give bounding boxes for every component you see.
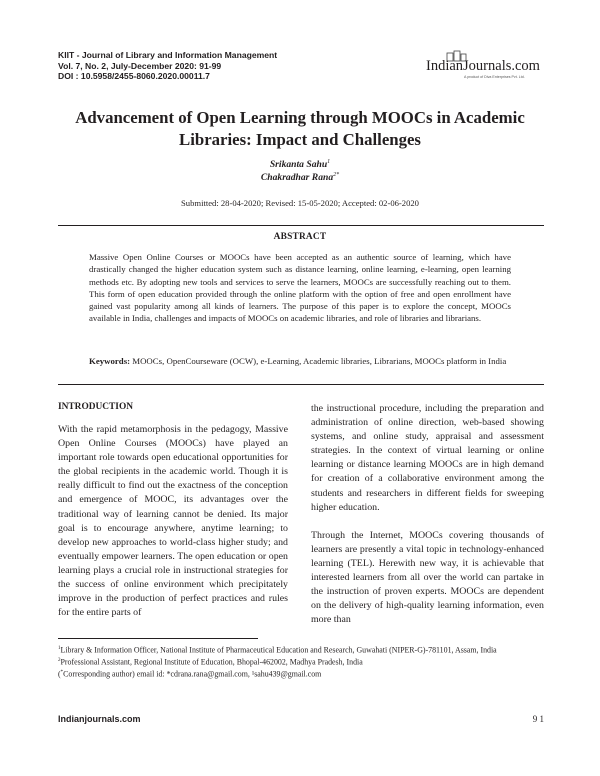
paper-title <box>40 107 560 151</box>
title-line: Libraries: Impact and Challenges <box>179 130 421 149</box>
keywords <box>89 355 511 367</box>
footer-site: Indianjournals.com <box>58 714 141 724</box>
section-heading: INTRODUCTION <box>58 402 134 412</box>
journal-doi: DOI : 10.5958/2455-8060.2020.00011.7 <box>58 71 210 81</box>
author-name: Chakradhar Rana <box>260 172 334 184</box>
publisher-logo <box>426 50 546 78</box>
logo-tagline: A product of Diva Enterprises Pvt. Ltd. <box>464 75 525 79</box>
author <box>0 159 600 170</box>
keywords-list: MOOCs, OpenCourseware (OCW), e-Learning, Academic libraries, Librarians, MOOCs platform in India <box>132 356 507 366</box>
body-paragraph: the instructional procedure, including the preparation and administration of online direction, web-based showing systems, and online study, appraisal and assessment strategies. In the context of virtual learning or online learning or distance learning MOOCs are in high demand for creation of a collaborative environment among the students and researchers in different fields for sweeping higher education. <box>311 403 544 513</box>
abstract-text: Massive Open Online Courses or MOOCs have been accepted as an authentic source of learning, which have drastically changed the higher education system such as distance learning, online learning, e-learning, open learning methods etc. By adopting new tools and services to serve the learners, MOOCs are successfully reaching out to them. This form of open education provided through the online platform with the option of free and open enrollment have gained vast popularity among all kinds of learners. The purpose of this paper is to explore the concept, MOOCs available in India, challenges and impacts of MOOCs on academic libraries, and role of libraries and librarians. <box>89 252 511 324</box>
author-name: Srikanta Sahu <box>269 159 328 171</box>
journal-header <box>58 50 277 82</box>
page-number: 9 1 <box>532 714 544 724</box>
author <box>0 172 600 183</box>
abstract-heading: ABSTRACT <box>273 232 327 242</box>
author-mark: 1 <box>327 159 331 165</box>
footnote: $^1$Library & Information Officer, National Institute of Pharmaceutical Education and Research, Guwahati (NIPER-G)-781101, Assam, India <box>58 645 497 655</box>
divider <box>58 384 544 385</box>
submission-dates: Submitted: 28-04-2020; Revised: 15-05-2020; Accepted: 02-06-2020 <box>181 198 419 208</box>
journal-volume: Vol. 7, No. 2, July-December 2020: 91-99 <box>58 60 222 71</box>
keywords-label: Keywords: <box>89 356 131 366</box>
journal-name: KIIT - Journal of Library and Information Management <box>58 50 278 60</box>
left-column <box>58 423 288 620</box>
footnote: $^2$Professional Assistant, Regional Institute of Education, Bhopal-462002, Madhya Pradesh, India <box>58 657 363 667</box>
divider <box>58 225 544 226</box>
author-mark: 2* <box>333 172 340 178</box>
footnote: (*Corresponding author) email id: *cdrana.rana@gmail.com, ¹sahu439@gmail.com <box>58 669 322 679</box>
body-paragraph: Through the Internet, MOOCs covering thousands of learners are presently a vital topic in technology-enhanced learning (TEL). Herewith new way, it is achievable that interested learners from all over the world can partake in the instruction of proven experts. MOOCs are dependent on the delivery of high-quality learning information, even more than <box>311 529 544 626</box>
title-line: Advancement of Open Learning through MOOCs in Academic <box>75 108 525 127</box>
footnotes <box>58 644 544 680</box>
footnote-divider <box>58 638 258 639</box>
logo-text: IndianJournals.com <box>426 58 540 74</box>
right-column <box>311 402 544 627</box>
body-paragraph: With the rapid metamorphosis in the pedagogy, Massive Open Online Courses (MOOCs) have played an important role towards open educational opportunities for the global recipients in the academic world. Though it is really difficult to find out the exactness of the conception and emergence of MOOC, its advantages over the traditional way of learning cannot be denied. Its major goal is to encourage anywhere, anytime learning; to develop new approaches to world-class higher study; and eventually empower learners. The open education or open learning plays a crucial role in instructional strategies for the success of online environment which precipitately improve in the production of perfect practices and rules for the entire parts of <box>58 424 288 619</box>
